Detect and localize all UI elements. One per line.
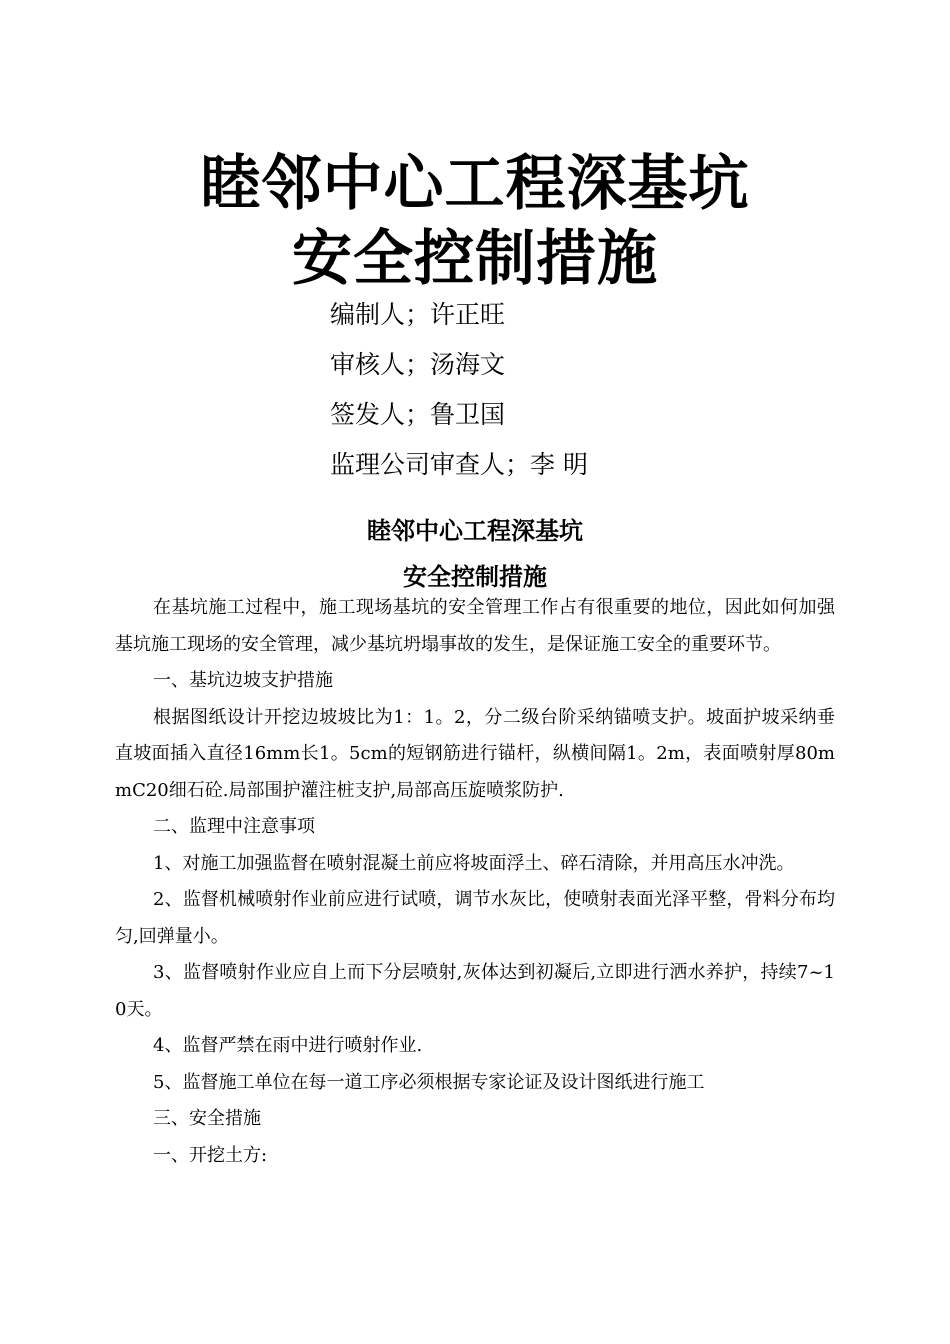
cover-title-line-1: 睦邻中心工程深基坑: [200, 149, 750, 219]
document-body: [115, 590, 835, 1174]
supervision-item-1: 1、对施工加强监督在喷射混凝土前应将坡面浮土、碎石清除，并用高压水冲洗。: [153, 852, 795, 874]
supervision-item-5: 5、监督施工单位在每一道工序必须根据专家论证及设计图纸进行施工: [153, 1071, 705, 1093]
subsection-heading-excavation: 一、开挖土方:: [153, 1144, 268, 1166]
slope-support-paragraph: 根据图纸设计开挖边坡坡比为1：1。2，分二级台阶采纳锚喷支护。坡面护坡采纳垂直坡面插入直径16mm长1。5cm的短钢筋进行锚杆，纵横间隔1。2m，表面喷射厚80mmC20细石砼.局部围护灌注桩支护,局部高压旋喷浆防护.: [115, 706, 835, 801]
intro-paragraph: 在基坑施工过程中，施工现场基坑的安全管理工作占有很重要的地位，因此如何加强基坑施工现场的安全管理，减少基坑坍塌事故的发生，是保证施工安全的重要环节。: [115, 597, 835, 655]
signer-supervisor: 监理公司审查人；李 明: [330, 450, 588, 479]
signer-reviewer: 审核人；汤海文: [330, 350, 506, 379]
section-heading-supervision: 二、监理中注意事项: [153, 816, 315, 837]
supervision-item-2: 2、监督机械喷射作业前应进行试喷，调节水灰比，使喷射表面光泽平整，骨料分布均匀,回弹量小。: [115, 889, 835, 947]
section-heading-slope-support: 一、基坑边坡支护措施: [153, 670, 333, 691]
supervision-item-4: 4、监督严禁在雨中进行喷射作业.: [153, 1035, 423, 1056]
signer-compiler: 编制人；许正旺: [330, 300, 506, 329]
document-title-line-1: 睦邻中心工程深基坑: [367, 517, 583, 545]
document-title-line-2: 安全控制措施: [403, 563, 547, 591]
supervision-item-3: 3、监督喷射作业应自上而下分层喷射,灰体达到初凝后,立即进行洒水养护，持续7~10天。: [115, 962, 835, 1020]
signer-issuer: 签发人；鲁卫国: [330, 400, 506, 429]
signer-list: [330, 293, 850, 493]
cover-title-line-2: 安全控制措施: [292, 224, 658, 294]
section-heading-safety: 三、安全措施: [153, 1108, 261, 1129]
